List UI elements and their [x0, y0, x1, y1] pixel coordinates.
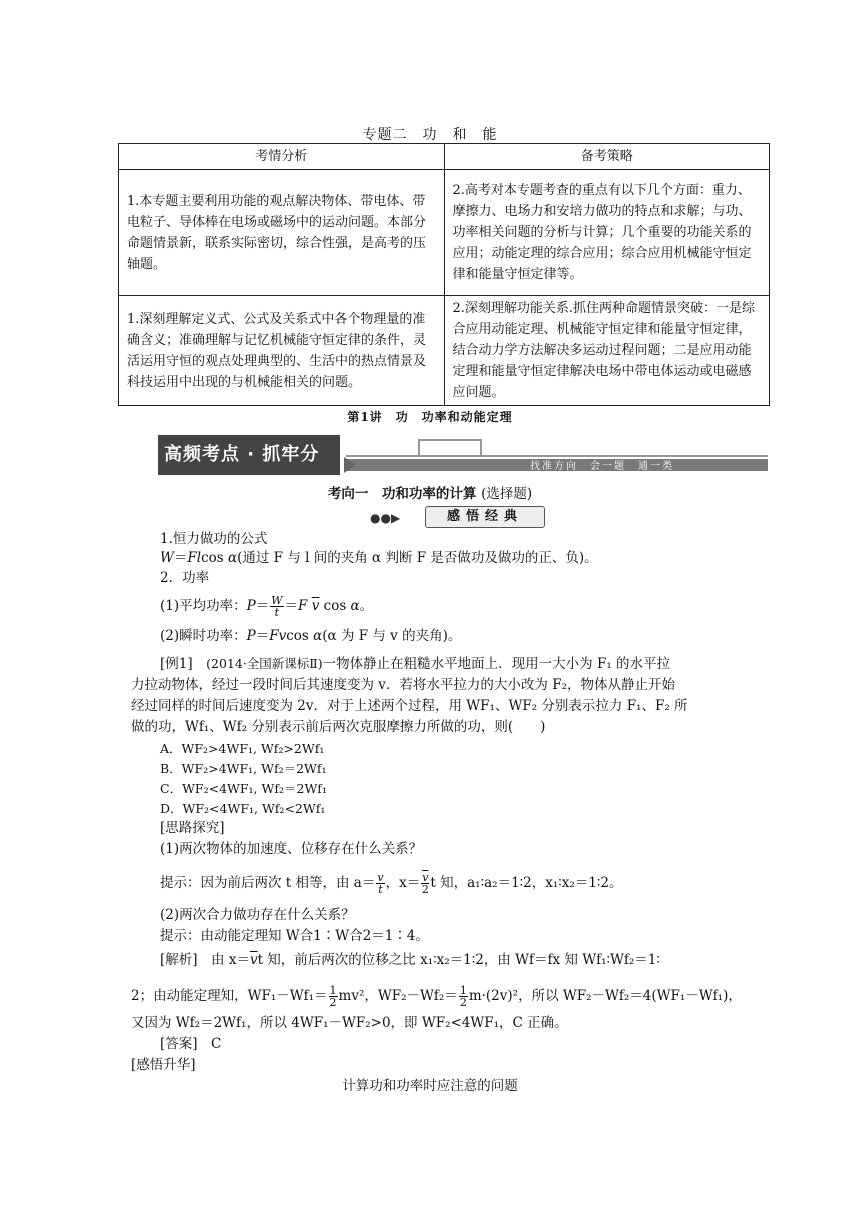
- lecture-title: 第1讲 功 功率和动能定理: [347, 410, 513, 424]
- work-formula-note: (通过 F 与 l 间的夹角 α 判断 F 是否做功及做功的正、负)。: [237, 550, 598, 566]
- dots-icon: ●●▶: [370, 511, 401, 525]
- table-cell: 1.深刻理解定义式、公式及关系式中各个物理量的准确含义；准确理解与记忆机械能守恒定律的条件，灵活运用守恒的观点处理典型的、生活中的热点情景及科技运用中出现的与机械能相关的问题。: [119, 296, 445, 406]
- insight-heading: 计算功和功率时应注意的问题: [342, 1078, 518, 1094]
- analysis-line-2: 2；由动能定理知，WF₁－Wf₁＝ $\frac{1}{2}$ mv²，WF₂－Wf₂＝ $\frac{1}{2}$ m·(2v)²，所以 WF₂－Wf₂＝4(WF₁－Wf₁)，: [131, 984, 742, 1009]
- section-banner: [158, 433, 768, 478]
- work-formula: W＝Flcos α(通过 F 与 l 间的夹角 α 判断 F 是否做功及做功的正、负)。: [160, 550, 598, 566]
- analysis-table: [118, 143, 770, 406]
- direction-sub: (选择题): [481, 486, 533, 502]
- answer-line: [160, 1035, 221, 1054]
- table-header-strategy: 备考策略: [444, 144, 770, 170]
- fraction: $\frac{1}{2}$: [459, 984, 467, 1009]
- section-heading-2: 2．功率: [160, 570, 210, 586]
- thinking-hint-2: 提示：由动能定理知 W合1∶W合2＝1∶4。: [160, 928, 429, 944]
- option-d: D．WF₂<4WF₁, Wf₂<2Wf₁: [160, 801, 326, 816]
- gan-wu-label: 感悟经典: [425, 506, 545, 528]
- thinking-question-2: (2)两次合力做功存在什么关系？: [160, 907, 355, 923]
- example-text: 力拉动物体，经过一段时间后其速度变为 v．若将水平拉力的大小改为 F₂，物体从静止开始: [131, 677, 675, 693]
- analysis-tag: [解析]: [160, 952, 198, 968]
- answer-value: C: [211, 1036, 222, 1052]
- instant-power: (2)瞬时功率：P＝Fvcos α(α 为 F 与 v 的夹角)。: [160, 628, 462, 644]
- table-cell: 2.高考对本专题考查的重点有以下几个方面：重力、摩擦力、电场力和安培力做功的特点和求解；与功、功率相关问题的分析与计算；几个重要的功能关系的应用；动能定理的综合应用；综合应用机械能守恒定律和能量守恒定律等。: [444, 170, 770, 296]
- direction-heading: [0, 482, 860, 502]
- option-b: B．WF₂>4WF₁, Wf₂＝2Wf₁: [160, 761, 327, 776]
- banner-label: 高频考点 · 抓牢分: [158, 435, 340, 475]
- option-a: A．WF₂>4WF₁, Wf₂>2Wf₁: [160, 741, 325, 756]
- table-cell: 1.本专题主要利用功能的观点解决物体、带电体、带电粒子、导体棒在电场或磁场中的运动问题。本部分命题情景新，联系实际密切，综合性强，是高考的压轴题。: [119, 170, 445, 296]
- thinking-hint-1: 提示：因为前后两次 t 相等，由 a＝ $\frac{v}{t}$ ，x＝ $\frac{\overline{v}}{2}$ t 知，a₁∶a₂＝1∶2，x₁∶x₂＝1∶2。: [160, 871, 623, 896]
- page-title: 专题二 功 和 能: [362, 127, 498, 143]
- play-arrow-icon: [344, 457, 356, 473]
- example-text: 一物体静止在粗糙水平地面上．现用一大小为 F₁ 的水平拉: [322, 656, 671, 672]
- thinking-tag: [思路探究]: [160, 820, 225, 836]
- table-cell: 2.深刻理解功能关系.抓住两种命题情景突破：一是综合应用动能定理、机械能守恒定律和能量守恒定律，结合动力学方法解决多运动过程问题；二是应用动能定理和能量守恒定律解决电场中带电体运动或电磁感应问题。: [444, 296, 770, 406]
- section-heading-1: 1.恒力做功的公式: [160, 531, 268, 547]
- analysis-line-1: [解析] 由 $x=\overline{v}t$ 知，前后两次的位移之比 x₁∶x₂＝1∶2，由 Wf＝fx 知 Wf₁∶Wf₂＝1∶: [160, 952, 660, 968]
- option-c: C．WF₂<4WF₁, Wf₂＝2Wf₁: [160, 781, 327, 796]
- fraction: $\frac{W}{t}$: [271, 594, 283, 619]
- fraction: $\frac{\overline{v}}{2}$: [421, 871, 429, 896]
- example-text: 做的功，Wf₁、Wf₂ 分别表示前后两次克服摩擦力所做的功，则( ): [131, 719, 546, 735]
- thinking-question-1: (1)两次物体的加速度、位移存在什么关系？: [160, 841, 423, 857]
- example-text: 经过同样的时间后速度变为 2v．对于上述两个过程，用 WF₁、WF₂ 分别表示拉力 F₁、F₂ 所: [131, 698, 688, 714]
- example-first-line: [160, 654, 670, 674]
- example-source: (2014·全国新课标Ⅱ): [206, 656, 323, 671]
- insight-tag: [感悟升华]: [131, 1057, 196, 1073]
- average-power: (1)平均功率：P＝ $\frac{W}{t}$ ＝F $\overline{v}$ cos α。: [160, 594, 374, 619]
- analysis-line-3: 又因为 Wf₂＝2Wf₁，所以 4WF₁－WF₂>0，即 WF₂<4WF₁，C 正确。: [131, 1015, 568, 1031]
- table-header-analysis: 考情分析: [119, 144, 445, 170]
- fraction: $\frac{v}{t}$: [377, 871, 384, 896]
- answer-tag: [答案]: [160, 1036, 198, 1052]
- example-tag: [例1]: [160, 656, 193, 672]
- fraction: $\frac{1}{2}$: [329, 984, 337, 1009]
- banner-slogan: 找准方向 会一题 通一类: [530, 461, 674, 472]
- direction-title: 考向一 功和功率的计算: [327, 486, 477, 502]
